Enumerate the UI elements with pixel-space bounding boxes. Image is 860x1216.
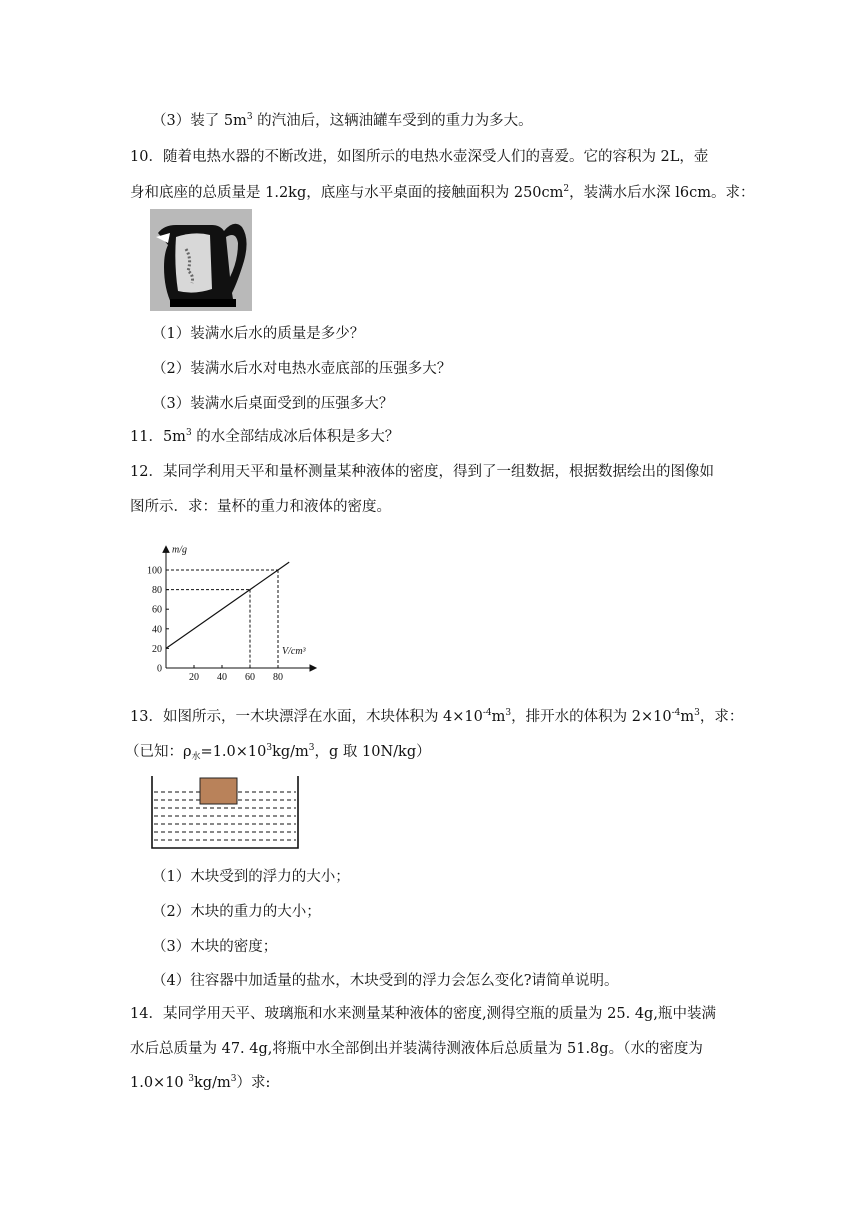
x-tick-label: 60 — [245, 672, 255, 683]
q10-sub3: （3）装满水后桌面受到的压强多大？ — [152, 396, 394, 412]
q12-line1: 12．某同学利用天平和量杯测量某种液体的密度，得到了一组数据，根据数据绘出的图像如 — [130, 464, 714, 480]
q14-line2: 水后总质量为 47. 4g,将瓶中水全部倒出并装满待测液体后总质量为 51.8g。（水的密度为 — [130, 1041, 703, 1057]
q13-sub2: （2）木块的重力的大小； — [152, 904, 321, 920]
y-tick-label: 0 — [157, 663, 162, 675]
q10-sub2: （2）装满水后水对电热水壶底部的压强多大？ — [152, 361, 452, 377]
y-tick-label: 40 — [152, 624, 162, 636]
q11-text: 11．$5m^3$ 的水全部结成冰后体积是多大？ — [130, 428, 400, 445]
q12-line2: 图所示．求：量杯的重力和液体的密度。 — [130, 499, 391, 515]
q13-sub4: （4）往容器中加适量的盐水，木块受到的浮力会怎么变化?请简单说明。 — [152, 973, 619, 989]
kettle-image — [150, 209, 252, 311]
x-axis-label: V/cm³ — [282, 646, 306, 657]
y-tick-label: 100 — [147, 565, 162, 577]
q10-line1: 10．随着电热水器的不断改进，如图所示的电热水壶深受人们的喜爱。它的容积为 2L，壶 — [130, 149, 709, 165]
q10-sub1: （1）装满水后水的质量是多少？ — [152, 326, 365, 342]
q13-line2: （已知：$\rho_水=1.0\times 10^3kg/m^3$，g 取 10N/kg） — [125, 743, 431, 762]
q9-sub3: （3）装了 $5m^3$ 的汽油后，这辆油罐车受到的重力为多大。 — [152, 112, 533, 129]
q10-line2: 身和底座的总质量是 1.2kg，底座与水平桌面的接触面积为 $250cm^2$，装满水后水深 l6cm。求： — [130, 184, 755, 201]
y-tick-label: 20 — [152, 643, 162, 655]
y-axis-label: m/g — [172, 544, 187, 556]
x-tick-label: 80 — [273, 672, 283, 683]
x-tick-label: 20 — [189, 672, 199, 683]
floating-block-diagram — [150, 774, 300, 854]
q13-sub1: （1）木块受到的浮力的大小； — [152, 869, 350, 885]
x-axis-arrow — [310, 665, 316, 671]
y-tick-label: 60 — [152, 604, 162, 616]
q14-line1: 14．某同学用天平、玻璃瓶和水来测量某种液体的密度,测得空瓶的质量为 25. 4g,瓶中装满 — [130, 1006, 716, 1022]
q13-sub3: （3）木块的密度； — [152, 939, 278, 955]
x-tick-label: 40 — [217, 672, 227, 683]
q14-line3: 1.0×10 $^3kg/m^3$）求: — [130, 1074, 271, 1091]
mass-volume-graph — [140, 532, 330, 694]
y-axis-arrow — [163, 546, 169, 552]
q13-line1: 13．如图所示，一木块漂浮在水面，木块体积为 $4\times 10^{-4}m^3$，排开水的体积为 $2\times 10^{-4}m^3$，求： — [130, 708, 744, 725]
data-line — [166, 562, 289, 648]
y-tick-label: 80 — [152, 585, 162, 597]
